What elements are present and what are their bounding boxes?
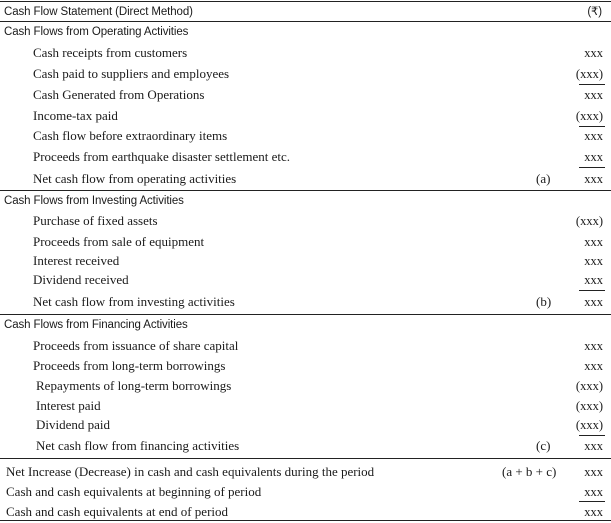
section-rule <box>0 314 611 315</box>
summary-label: Cash and cash equivalents at end of period <box>6 504 229 519</box>
row-amount: xxx <box>584 150 603 164</box>
section-rule <box>0 458 611 459</box>
row-label: Proceeds from sale of equipment <box>33 234 205 249</box>
section-heading-operating: Cash Flows from Operating Activities <box>4 26 189 38</box>
summary-amount: xxx <box>584 485 603 499</box>
row-amount: xxx <box>584 235 603 249</box>
subtotal-underline <box>579 435 605 436</box>
row-amount: (xxx) <box>575 379 603 393</box>
row-ref: (a) <box>536 171 551 186</box>
row-label: Dividend paid <box>36 417 111 432</box>
row-amount: (xxx) <box>575 67 603 81</box>
bottom-rule <box>0 520 611 521</box>
row-amount: xxx <box>584 359 603 373</box>
row-amount: (xxx) <box>575 399 603 413</box>
row-label: Proceeds from earthquake disaster settlement etc. <box>33 149 291 164</box>
header-rule <box>0 21 611 22</box>
row-label: Proceeds from issuance of share capital <box>33 338 239 353</box>
row-amount: xxx <box>584 172 603 186</box>
row-label: Net cash flow from investing activities <box>33 294 235 309</box>
row-label: Net cash flow from operating activities <box>33 171 237 186</box>
row-amount: xxx <box>584 46 603 60</box>
row-amount: (xxx) <box>575 418 603 432</box>
row-label: Repayments of long-term borrowings <box>36 378 232 393</box>
subtotal-underline <box>579 126 605 127</box>
top-rule <box>0 1 611 2</box>
row-label: Cash flow before extraordinary items <box>33 128 228 143</box>
row-label: Net cash flow from financing activities <box>36 438 240 453</box>
row-label: Purchase of fixed assets <box>33 213 158 228</box>
section-rule <box>0 190 611 191</box>
row-amount: xxx <box>584 129 603 143</box>
row-amount: xxx <box>584 88 603 102</box>
subtotal-underline <box>579 501 605 502</box>
row-ref: (c) <box>536 438 551 453</box>
row-amount: xxx <box>584 254 603 268</box>
row-label: Income-tax paid <box>33 108 118 123</box>
currency-label: (₹) <box>587 6 602 18</box>
summary-amount: xxx <box>584 465 603 479</box>
row-amount: (xxx) <box>575 109 603 123</box>
row-amount: xxx <box>584 295 603 309</box>
summary-amount: xxx <box>584 505 603 519</box>
section-heading-investing: Cash Flows from Investing Activities <box>4 195 184 207</box>
row-amount: xxx <box>584 439 603 453</box>
row-ref: (b) <box>536 294 552 309</box>
summary-label: Cash and cash equivalents at beginning of period <box>6 484 262 499</box>
summary-label: Net Increase (Decrease) in cash and cash equivalents during the period <box>6 464 375 479</box>
row-label: Cash receipts from customers <box>33 45 188 60</box>
row-label: Cash Generated from Operations <box>33 87 205 102</box>
row-amount: xxx <box>584 273 603 287</box>
row-label: Cash paid to suppliers and employees <box>33 66 230 81</box>
row-label: Dividend received <box>33 272 129 287</box>
row-label: Interest received <box>33 253 120 268</box>
subtotal-underline <box>579 167 605 168</box>
subtotal-underline <box>579 84 605 85</box>
row-label: Proceeds from long-term borrowings <box>33 358 226 373</box>
subtotal-underline <box>579 290 605 291</box>
statement-title: Cash Flow Statement (Direct Method) <box>4 6 193 18</box>
row-label: Interest paid <box>36 398 101 413</box>
row-amount: (xxx) <box>575 214 603 228</box>
section-heading-financing: Cash Flows from Financing Activities <box>4 319 188 331</box>
summary-ref: (a + b + c) <box>502 464 557 479</box>
row-amount: xxx <box>584 339 603 353</box>
